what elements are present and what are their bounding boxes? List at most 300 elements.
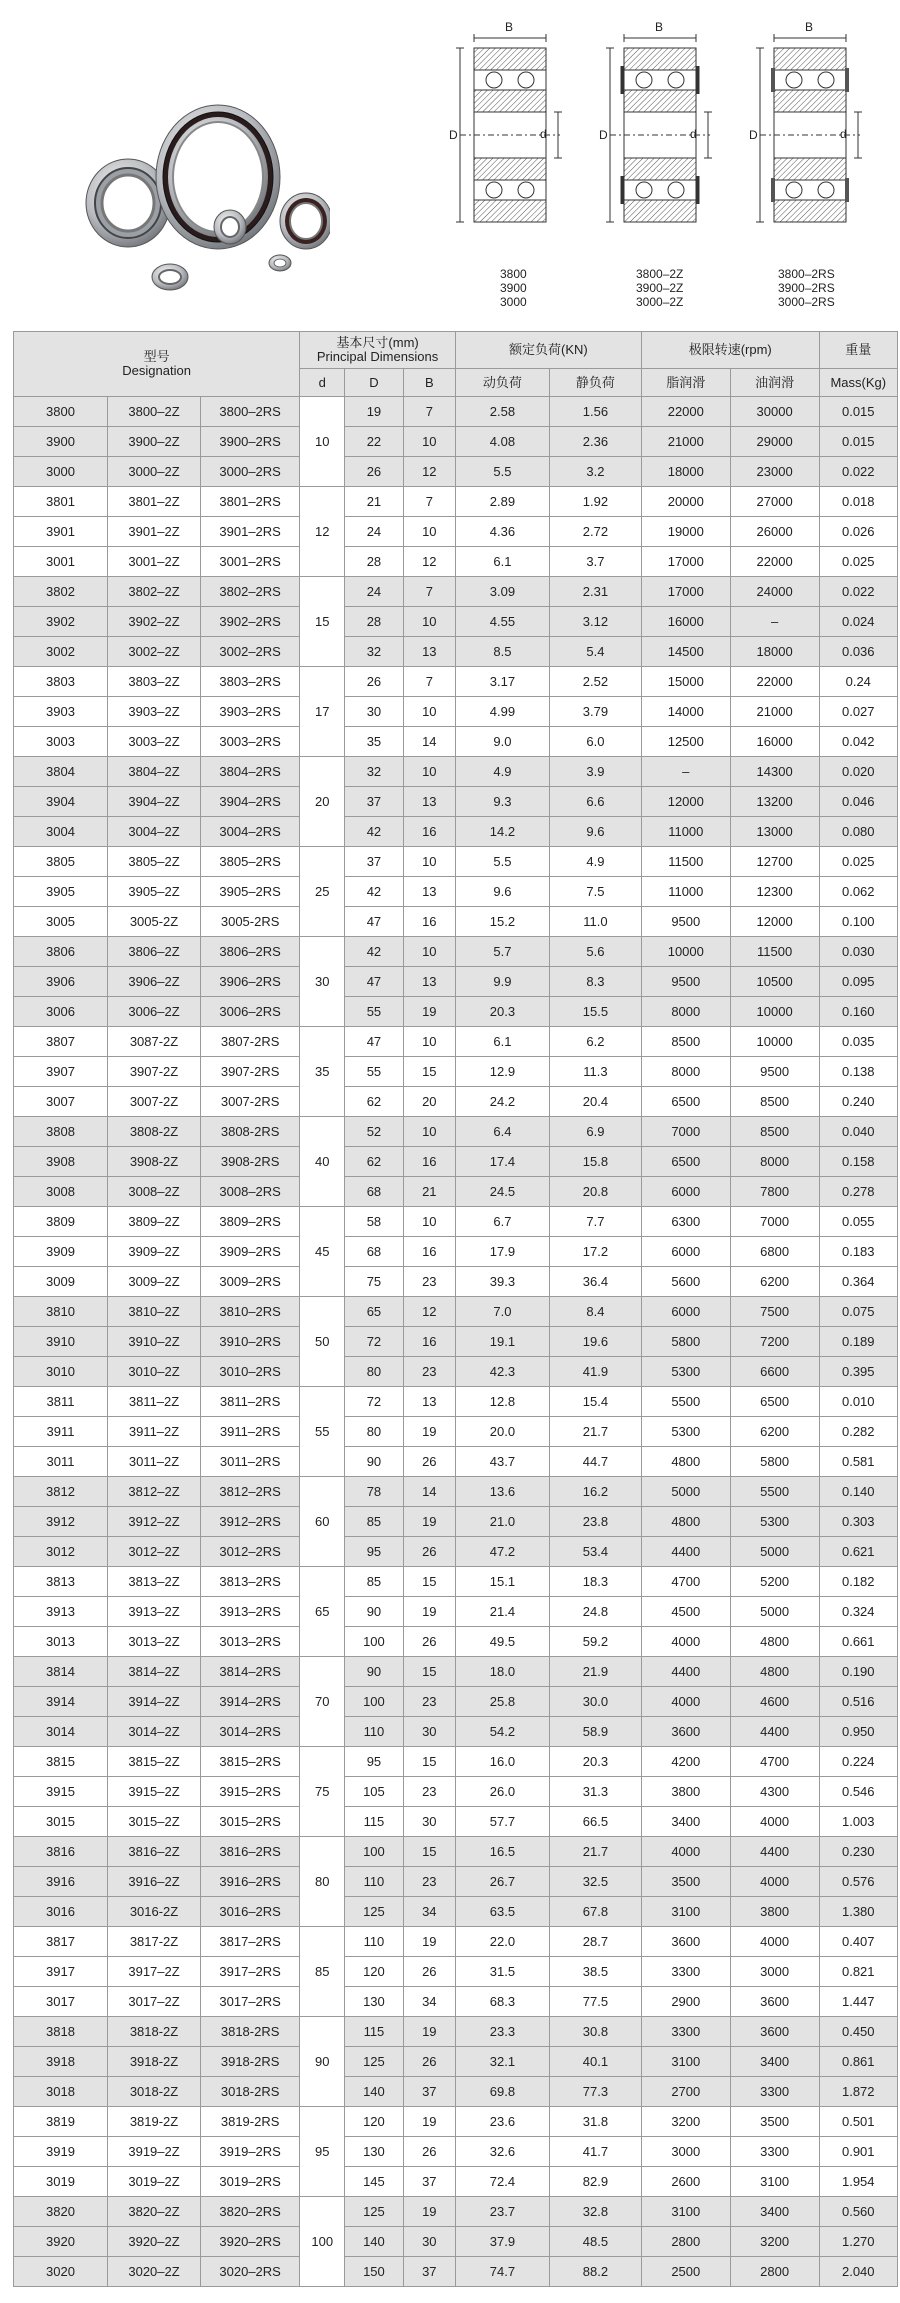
table-cell: 68.3 (455, 1987, 549, 2017)
table-cell: 1.270 (819, 2227, 897, 2257)
table-cell: 3.12 (549, 607, 641, 637)
table-row (14, 607, 898, 637)
table-row (14, 1177, 898, 1207)
table-cell: 28 (345, 547, 404, 577)
cell-bore-d: 100 (300, 2197, 345, 2287)
table-cell: 3.7 (549, 547, 641, 577)
table-cell: 23.6 (455, 2107, 549, 2137)
table-cell: 9.3 (455, 787, 549, 817)
table-cell: 4300 (730, 1777, 819, 1807)
table-cell: 3910–2RS (201, 1327, 300, 1357)
table-cell: 0.861 (819, 2047, 897, 2077)
table-cell: 19 (403, 1927, 455, 1957)
table-cell: 63.5 (455, 1897, 549, 1927)
table-cell: 3000 (730, 1957, 819, 1987)
label-D-1: D (449, 128, 458, 142)
table-cell: 0.046 (819, 787, 897, 817)
table-cell: 0.018 (819, 487, 897, 517)
table-cell: 0.950 (819, 1717, 897, 1747)
cell-bore-d: 90 (300, 2017, 345, 2107)
table-cell: 3810–2Z (108, 1297, 201, 1327)
table-cell: 3907 (14, 1057, 108, 1087)
table-cell: 0.026 (819, 517, 897, 547)
table-cell: 3817–2RS (201, 1927, 300, 1957)
table-cell: 31.3 (549, 1777, 641, 1807)
table-cell: 0.015 (819, 397, 897, 427)
table-cell: 15.5 (549, 997, 641, 1027)
table-cell: 0.080 (819, 817, 897, 847)
table-row (14, 667, 898, 697)
table-cell: 13000 (730, 817, 819, 847)
cell-bore-d: 45 (300, 1207, 345, 1297)
table-cell: 0.395 (819, 1357, 897, 1387)
table-cell: 27000 (730, 487, 819, 517)
table-cell: 3919 (14, 2137, 108, 2167)
table-cell: 30 (403, 2227, 455, 2257)
table-cell: 3801–2Z (108, 487, 201, 517)
table-cell: 3814 (14, 1657, 108, 1687)
table-cell: 14 (403, 1477, 455, 1507)
table-cell: 3087-2Z (108, 1027, 201, 1057)
table-cell: 16 (403, 907, 455, 937)
table-cell: 3900–2Z (108, 427, 201, 457)
table-cell: 4800 (641, 1507, 730, 1537)
table-cell: 53.4 (549, 1537, 641, 1567)
table-cell: 6800 (730, 1237, 819, 1267)
table-cell: 3820 (14, 2197, 108, 2227)
table-cell: 3913 (14, 1597, 108, 1627)
drawing-caption-2rs: 3800–2RS 3900–2RS 3000–2RS (778, 267, 835, 309)
table-cell: 3012–2RS (201, 1537, 300, 1567)
table-cell: 13 (403, 787, 455, 817)
table-cell: 26 (403, 1447, 455, 1477)
table-cell: 4800 (641, 1447, 730, 1477)
table-cell: 21 (345, 487, 404, 517)
table-cell: 59.2 (549, 1627, 641, 1657)
table-cell: 8.3 (549, 967, 641, 997)
header-d: d (300, 369, 345, 397)
table-row (14, 1387, 898, 1417)
table-cell: 125 (345, 1897, 404, 1927)
table-cell: – (641, 757, 730, 787)
table-cell: 5.5 (455, 847, 549, 877)
table-cell: 3918-2RS (201, 2047, 300, 2077)
table-cell: 3920–2Z (108, 2227, 201, 2257)
table-cell: 9.9 (455, 967, 549, 997)
table-cell: 15 (403, 1747, 455, 1777)
table-row (14, 1537, 898, 1567)
table-cell: 7 (403, 577, 455, 607)
table-cell: 150 (345, 2257, 404, 2287)
table-cell: 4500 (641, 1597, 730, 1627)
table-cell: 23000 (730, 457, 819, 487)
table-cell: 3904–2Z (108, 787, 201, 817)
cell-bore-d: 12 (300, 487, 345, 577)
table-row (14, 1657, 898, 1687)
table-cell: 3912–2RS (201, 1507, 300, 1537)
table-cell: 110 (345, 1867, 404, 1897)
table-cell: 3811–2Z (108, 1387, 201, 1417)
header-grease: 脂润滑 (641, 369, 730, 397)
table-cell: 0.621 (819, 1537, 897, 1567)
table-cell: 2.36 (549, 427, 641, 457)
table-cell: 10 (403, 1207, 455, 1237)
table-cell: 3916–2RS (201, 1867, 300, 1897)
table-cell: 0.560 (819, 2197, 897, 2227)
table-cell: 3003–2Z (108, 727, 201, 757)
table-cell: 3916 (14, 1867, 108, 1897)
table-row (14, 1627, 898, 1657)
table-cell: 3802–2Z (108, 577, 201, 607)
table-cell: 7800 (730, 1177, 819, 1207)
table-cell: 1.92 (549, 487, 641, 517)
table-cell: 3804–2Z (108, 757, 201, 787)
table-cell: 8000 (730, 1147, 819, 1177)
table-cell: 9.6 (455, 877, 549, 907)
bearing-medium-right (280, 193, 330, 249)
table-cell: 5300 (641, 1417, 730, 1447)
table-body (14, 397, 898, 2287)
table-row (14, 697, 898, 727)
table-row (14, 1897, 898, 1927)
table-cell: 3011 (14, 1447, 108, 1477)
table-cell: 5000 (730, 1597, 819, 1627)
label-D-2: D (599, 128, 608, 142)
table-cell: 17.2 (549, 1237, 641, 1267)
table-cell: 3100 (641, 1897, 730, 1927)
table-cell: 32 (345, 637, 404, 667)
table-cell: 7 (403, 667, 455, 697)
table-cell: 3002–2Z (108, 637, 201, 667)
table-cell: 67.8 (549, 1897, 641, 1927)
table-cell: 24 (345, 577, 404, 607)
table-cell: 3200 (730, 2227, 819, 2257)
table-cell: 3910–2Z (108, 1327, 201, 1357)
table-cell: 3.17 (455, 667, 549, 697)
table-cell: 18000 (641, 457, 730, 487)
table-cell: 140 (345, 2227, 404, 2257)
cell-bore-d: 75 (300, 1747, 345, 1837)
table-cell: 1.56 (549, 397, 641, 427)
table-cell: 3809–2Z (108, 1207, 201, 1237)
table-cell: 1.954 (819, 2167, 897, 2197)
table-cell: 3005-2Z (108, 907, 201, 937)
table-cell: 3900–2RS (201, 427, 300, 457)
header-dynamic: 动负荷 (455, 369, 549, 397)
table-cell: 90 (345, 1447, 404, 1477)
table-cell: 12000 (730, 907, 819, 937)
table-cell: 14.2 (455, 817, 549, 847)
table-cell: 47 (345, 967, 404, 997)
table-cell: 30 (345, 697, 404, 727)
table-cell: 0.224 (819, 1747, 897, 1777)
table-cell: 21000 (730, 697, 819, 727)
table-cell: 18.0 (455, 1657, 549, 1687)
table-cell: 3804–2RS (201, 757, 300, 787)
table-cell: 3008–2Z (108, 1177, 201, 1207)
table-cell: 0.324 (819, 1597, 897, 1627)
table-cell: 13 (403, 877, 455, 907)
label-b-2: B (655, 20, 664, 34)
table-cell: 3907-2Z (108, 1057, 201, 1087)
table-row (14, 1597, 898, 1627)
table-cell: – (730, 607, 819, 637)
table-cell: 2.040 (819, 2257, 897, 2287)
table-row (14, 1327, 898, 1357)
table-cell: 3902–2RS (201, 607, 300, 637)
table-row (14, 1207, 898, 1237)
table-cell: 0.022 (819, 457, 897, 487)
cell-bore-d: 50 (300, 1297, 345, 1387)
table-row (14, 787, 898, 817)
table-cell: 115 (345, 2017, 404, 2047)
table-cell: 3909–2RS (201, 1237, 300, 1267)
table-cell: 3806–2Z (108, 937, 201, 967)
table-row (14, 517, 898, 547)
table-cell: 15.8 (549, 1147, 641, 1177)
table-cell: 0.516 (819, 1687, 897, 1717)
table-cell: 16 (403, 1327, 455, 1357)
table-cell: 3008–2RS (201, 1177, 300, 1207)
table-cell: 3812 (14, 1477, 108, 1507)
table-cell: 3007 (14, 1087, 108, 1117)
table-cell: 30.8 (549, 2017, 641, 2047)
table-cell: 15.4 (549, 1387, 641, 1417)
table-cell: 3916–2Z (108, 1867, 201, 1897)
table-cell: 26 (403, 1537, 455, 1567)
table-cell: 4400 (641, 1657, 730, 1687)
table-cell: 8.5 (455, 637, 549, 667)
table-cell: 32.8 (549, 2197, 641, 2227)
table-cell: 0.501 (819, 2107, 897, 2137)
table-row (14, 1087, 898, 1117)
table-cell: 0.230 (819, 1837, 897, 1867)
table-row (14, 2167, 898, 2197)
table-cell: 69.8 (455, 2077, 549, 2107)
table-cell: 0.025 (819, 847, 897, 877)
table-cell: 19 (403, 997, 455, 1027)
table-cell: 1.872 (819, 2077, 897, 2107)
table-cell: 28.7 (549, 1927, 641, 1957)
table-row (14, 577, 898, 607)
table-row (14, 997, 898, 1027)
table-cell: 10 (403, 1027, 455, 1057)
table-cell: 16.0 (455, 1747, 549, 1777)
table-row (14, 1357, 898, 1387)
table-cell: 4000 (641, 1627, 730, 1657)
table-cell: 0.189 (819, 1327, 897, 1357)
table-cell: 14 (403, 727, 455, 757)
table-cell: 3820–2RS (201, 2197, 300, 2227)
cell-bore-d: 30 (300, 937, 345, 1027)
header-designation: 型号 Designation (14, 332, 300, 397)
table-cell: 23.7 (455, 2197, 549, 2227)
table-cell: 3018-2RS (201, 2077, 300, 2107)
table-row (14, 2047, 898, 2077)
table-cell: 21.7 (549, 1837, 641, 1867)
table-cell: 3915 (14, 1777, 108, 1807)
table-cell: 3300 (641, 2017, 730, 2047)
table-cell: 3013 (14, 1627, 108, 1657)
table-cell: 3920 (14, 2227, 108, 2257)
table-cell: 43.7 (455, 1447, 549, 1477)
table-cell: 77.5 (549, 1987, 641, 2017)
table-cell: 8500 (641, 1027, 730, 1057)
table-cell: 0.015 (819, 427, 897, 457)
table-cell: 3901–2Z (108, 517, 201, 547)
table-cell: 3806 (14, 937, 108, 967)
header-load: 额定负荷(KN) (455, 332, 641, 369)
table-cell: 3911–2RS (201, 1417, 300, 1447)
table-cell: 0.100 (819, 907, 897, 937)
drawing-caption-2z: 3800–2Z 3900–2Z 3000–2Z (636, 267, 684, 309)
table-cell: 3017–2RS (201, 1987, 300, 2017)
table-row (14, 1147, 898, 1177)
table-cell: 3019 (14, 2167, 108, 2197)
table-cell: 0.020 (819, 757, 897, 787)
table-cell: 28 (345, 607, 404, 637)
table-cell: 3000–2Z (108, 457, 201, 487)
table-cell: 44.7 (549, 1447, 641, 1477)
table-cell: 3100 (641, 2047, 730, 2077)
table-cell: 13 (403, 967, 455, 997)
table-row (14, 2107, 898, 2137)
table-cell: 4.36 (455, 517, 549, 547)
table-cell: 3913–2Z (108, 1597, 201, 1627)
table-row (14, 2197, 898, 2227)
table-cell: 3400 (730, 2047, 819, 2077)
table-cell: 26 (403, 1627, 455, 1657)
table-cell: 13.6 (455, 1477, 549, 1507)
header-oil: 油润滑 (730, 369, 819, 397)
header-weight: 重量 (819, 332, 897, 369)
table-cell: 3807 (14, 1027, 108, 1057)
table-cell: 6.7 (455, 1207, 549, 1237)
cell-bore-d: 40 (300, 1117, 345, 1207)
table-cell: 41.9 (549, 1357, 641, 1387)
table-cell: 23.8 (549, 1507, 641, 1537)
table-cell: 30.0 (549, 1687, 641, 1717)
table-cell: 12700 (730, 847, 819, 877)
table-cell: 16000 (641, 607, 730, 637)
table-cell: 2.72 (549, 517, 641, 547)
table-cell: 125 (345, 2197, 404, 2227)
table-cell: 19.1 (455, 1327, 549, 1357)
cell-bore-d: 20 (300, 757, 345, 847)
table-cell: 55 (345, 1057, 404, 1087)
table-cell: 30 (403, 1807, 455, 1837)
table-cell: 0.025 (819, 547, 897, 577)
table-cell: 3400 (730, 2197, 819, 2227)
table-cell: 105 (345, 1777, 404, 1807)
table-cell: 3014–2RS (201, 1717, 300, 1747)
table-cell: 145 (345, 2167, 404, 2197)
table-cell: 3800–2Z (108, 397, 201, 427)
table-cell: 7 (403, 487, 455, 517)
table-cell: 7000 (730, 1207, 819, 1237)
table-cell: 32.5 (549, 1867, 641, 1897)
table-cell: 77.3 (549, 2077, 641, 2107)
table-cell: 47 (345, 907, 404, 937)
table-cell: 3819 (14, 2107, 108, 2137)
table-cell: 0.160 (819, 997, 897, 1027)
header-D: D (345, 369, 404, 397)
table-row (14, 1687, 898, 1717)
table-row (14, 1417, 898, 1447)
table-cell: 3910 (14, 1327, 108, 1357)
table-cell: 16000 (730, 727, 819, 757)
table-cell: 15.2 (455, 907, 549, 937)
table-cell: 10 (403, 757, 455, 787)
table-row (14, 1987, 898, 2017)
table-cell: 2800 (641, 2227, 730, 2257)
table-cell: 2.31 (549, 577, 641, 607)
table-cell: 68 (345, 1177, 404, 1207)
table-row (14, 2137, 898, 2167)
table-cell: 2.89 (455, 487, 549, 517)
table-cell: 15000 (641, 667, 730, 697)
table-cell: 11500 (641, 847, 730, 877)
table-cell: 22000 (730, 547, 819, 577)
table-cell: 78 (345, 1477, 404, 1507)
table-cell: 100 (345, 1627, 404, 1657)
table-cell: 39.3 (455, 1267, 549, 1297)
table-cell: 6.0 (549, 727, 641, 757)
table-cell: 19 (403, 1417, 455, 1447)
table-cell: 10 (403, 607, 455, 637)
table-cell: 3008 (14, 1177, 108, 1207)
table-cell: 6.2 (549, 1027, 641, 1057)
table-cell: 3806–2RS (201, 937, 300, 967)
table-cell: 3813–2RS (201, 1567, 300, 1597)
label-b-1: B (505, 20, 514, 34)
table-cell: 26 (403, 2137, 455, 2167)
table-cell: 6.6 (549, 787, 641, 817)
table-cell: 0.042 (819, 727, 897, 757)
table-cell: 40.1 (549, 2047, 641, 2077)
table-cell: 12.9 (455, 1057, 549, 1087)
table-cell: 90 (345, 1657, 404, 1687)
table-cell: 3812–2RS (201, 1477, 300, 1507)
header-speed: 极限转速(rpm) (641, 332, 819, 369)
table-cell: 17.4 (455, 1147, 549, 1177)
label-d-2: d (690, 127, 697, 141)
table-cell: 4000 (730, 1927, 819, 1957)
table-cell: 115 (345, 1807, 404, 1837)
table-cell: 6.1 (455, 547, 549, 577)
table-cell: 13 (403, 637, 455, 667)
table-cell: 7 (403, 397, 455, 427)
table-cell: 3805 (14, 847, 108, 877)
table-cell: 3000 (14, 457, 108, 487)
table-cell: 3600 (730, 1987, 819, 2017)
table-cell: 1.447 (819, 1987, 897, 2017)
table-cell: 4800 (730, 1657, 819, 1687)
table-cell: 0.182 (819, 1567, 897, 1597)
table-cell: 3006–2RS (201, 997, 300, 1027)
table-cell: 3803 (14, 667, 108, 697)
table-cell: 3914–2Z (108, 1687, 201, 1717)
table-cell: 3.79 (549, 697, 641, 727)
table-cell: 7.0 (455, 1297, 549, 1327)
table-cell: 10 (403, 937, 455, 967)
table-cell: 3903–2RS (201, 697, 300, 727)
table-cell: 3300 (730, 2137, 819, 2167)
table-cell: 19000 (641, 517, 730, 547)
table-cell: 7.7 (549, 1207, 641, 1237)
table-cell: 26000 (730, 517, 819, 547)
table-cell: 3011–2Z (108, 1447, 201, 1477)
